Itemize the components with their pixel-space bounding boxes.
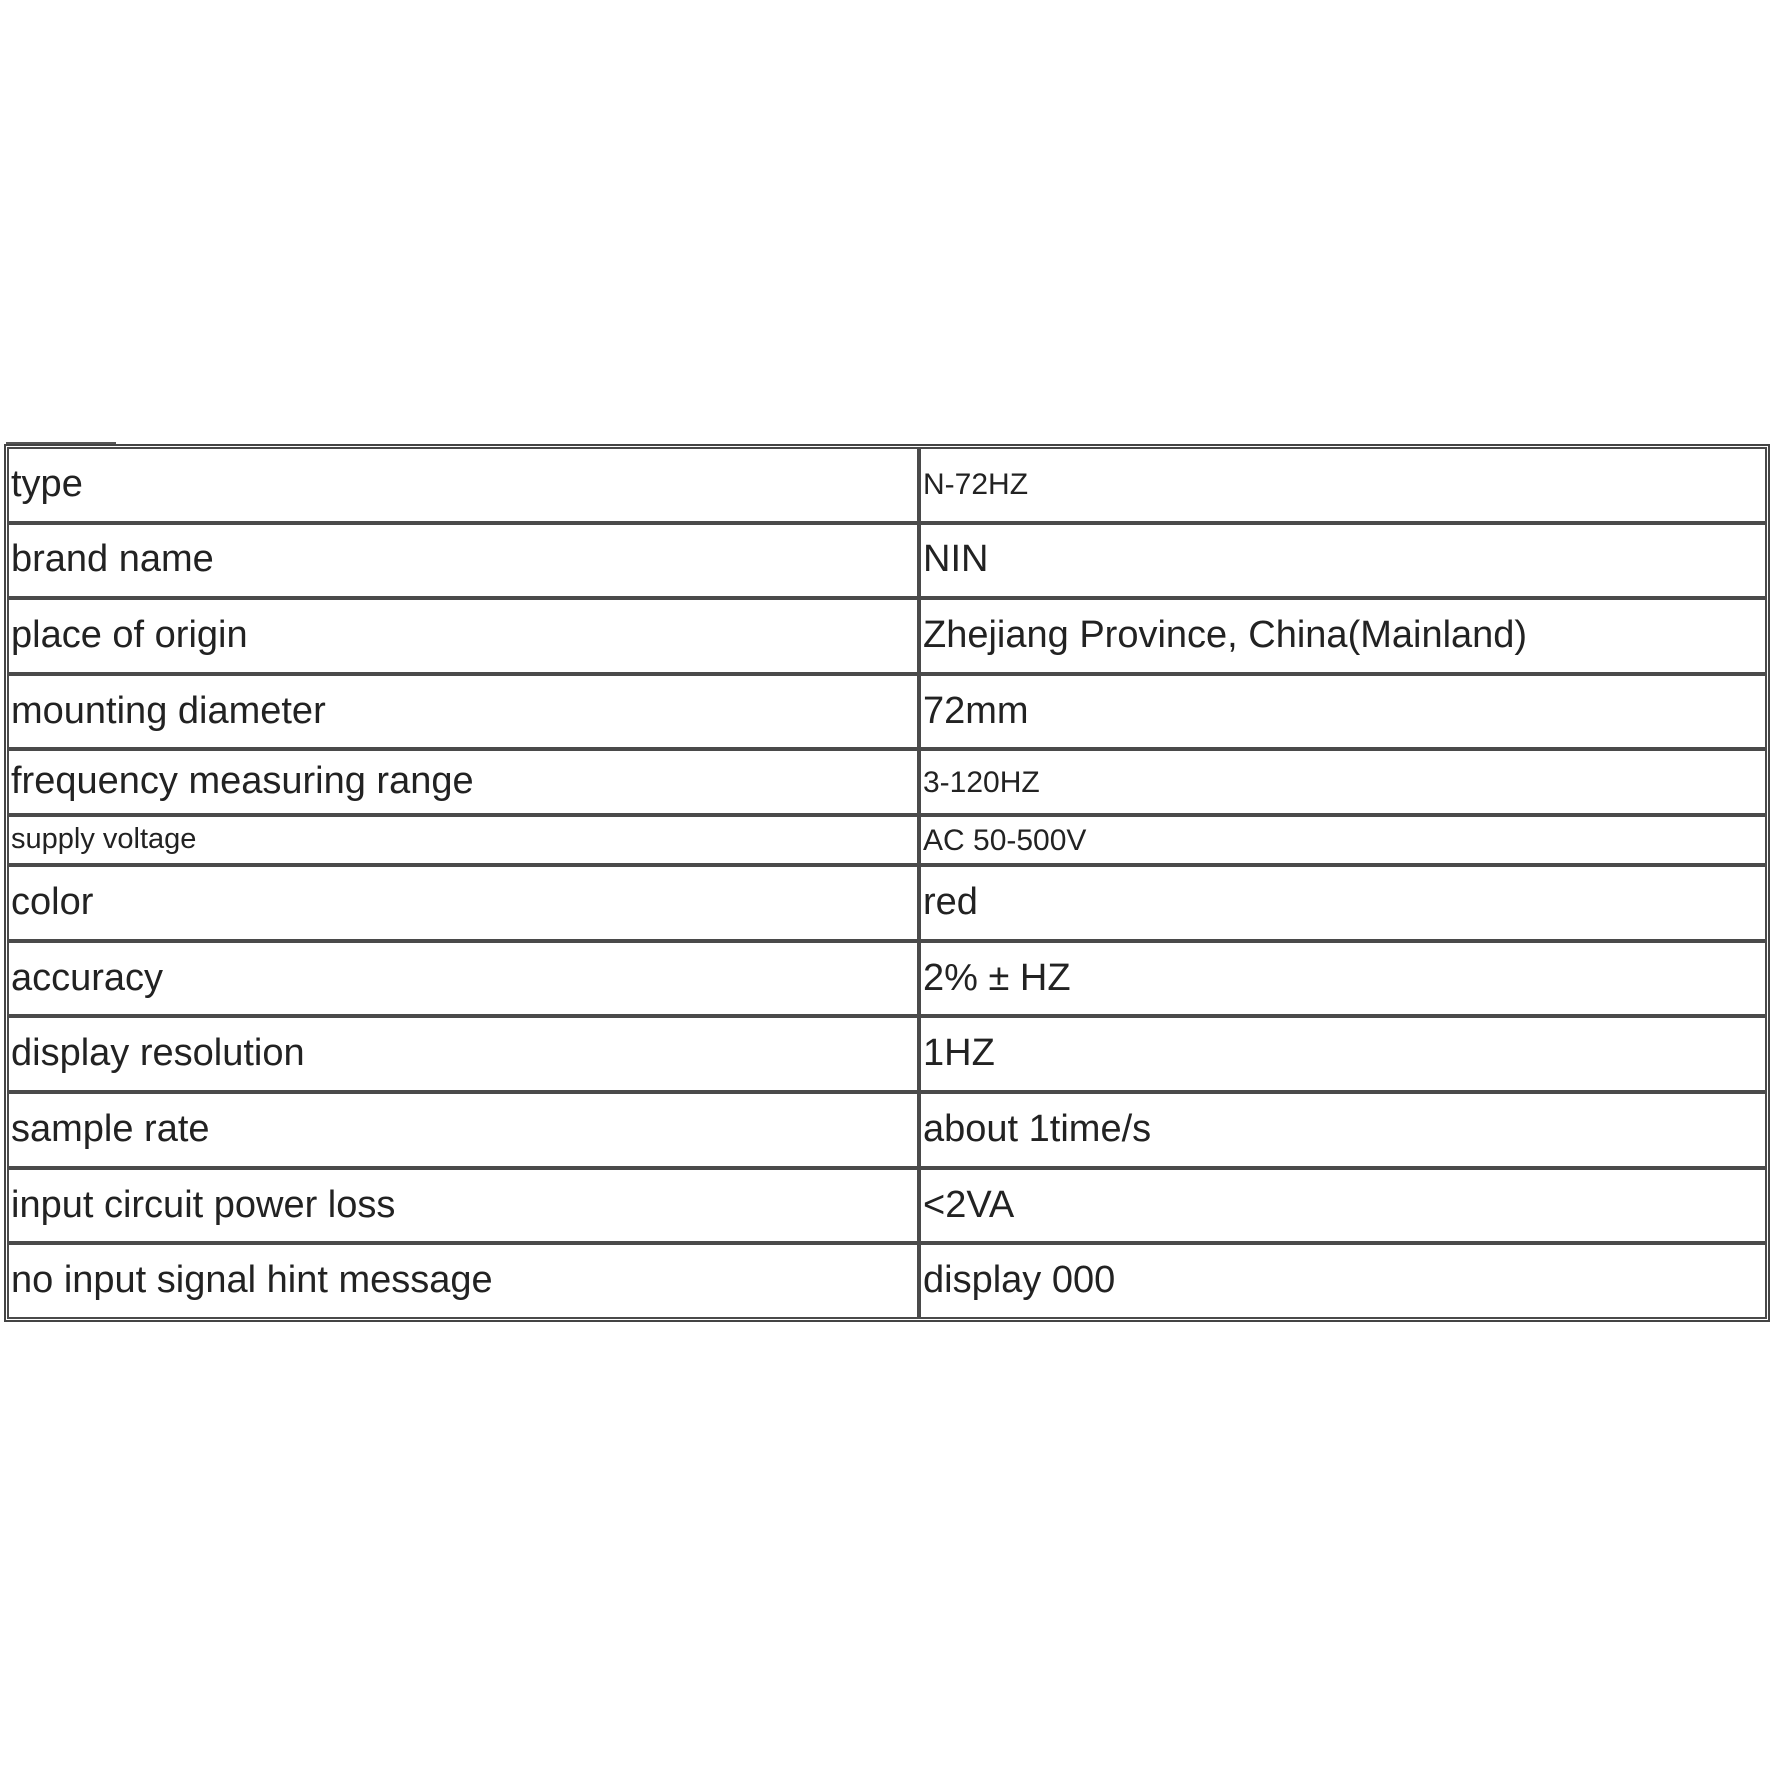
table-row [7, 1016, 1767, 1092]
spec-value: Zhejiang Province, China(Mainland) [919, 598, 1767, 674]
table-row [7, 447, 1767, 523]
spec-table [4, 444, 1770, 1322]
spec-value: N-72HZ [919, 447, 1767, 523]
spec-key: place of origin [7, 598, 919, 674]
spec-value: 1HZ [919, 1016, 1767, 1092]
table-row [7, 674, 1767, 750]
table-row [7, 1092, 1767, 1168]
spec-value: about 1time/s [919, 1092, 1767, 1168]
spec-key: mounting diameter [7, 674, 919, 750]
table-row [7, 941, 1767, 1017]
spec-key: input circuit power loss [7, 1168, 919, 1244]
table-row [7, 598, 1767, 674]
table-row [7, 1243, 1767, 1319]
spec-key: display resolution [7, 1016, 919, 1092]
spec-key: accuracy [7, 941, 919, 1017]
spec-value: 72mm [919, 674, 1767, 750]
spec-value: AC 50-500V [919, 815, 1767, 865]
spec-key: supply voltage [7, 815, 919, 865]
spec-value: 2% ± HZ [919, 941, 1767, 1017]
spec-value: 3-120HZ [919, 749, 1767, 815]
table-row [7, 1168, 1767, 1244]
table-row [7, 523, 1767, 599]
spec-value: NIN [919, 523, 1767, 599]
spec-key: sample rate [7, 1092, 919, 1168]
spec-value: red [919, 865, 1767, 941]
table-row [7, 865, 1767, 941]
table-row [7, 749, 1767, 815]
table-row [7, 815, 1767, 865]
spec-key: no input signal hint message [7, 1243, 919, 1319]
spec-key: brand name [7, 523, 919, 599]
spec-key: frequency measuring range [7, 749, 919, 815]
spec-key: color [7, 865, 919, 941]
spec-value: display 000 [919, 1243, 1767, 1319]
spec-key: type [7, 447, 919, 523]
spec-value: <2VA [919, 1168, 1767, 1244]
